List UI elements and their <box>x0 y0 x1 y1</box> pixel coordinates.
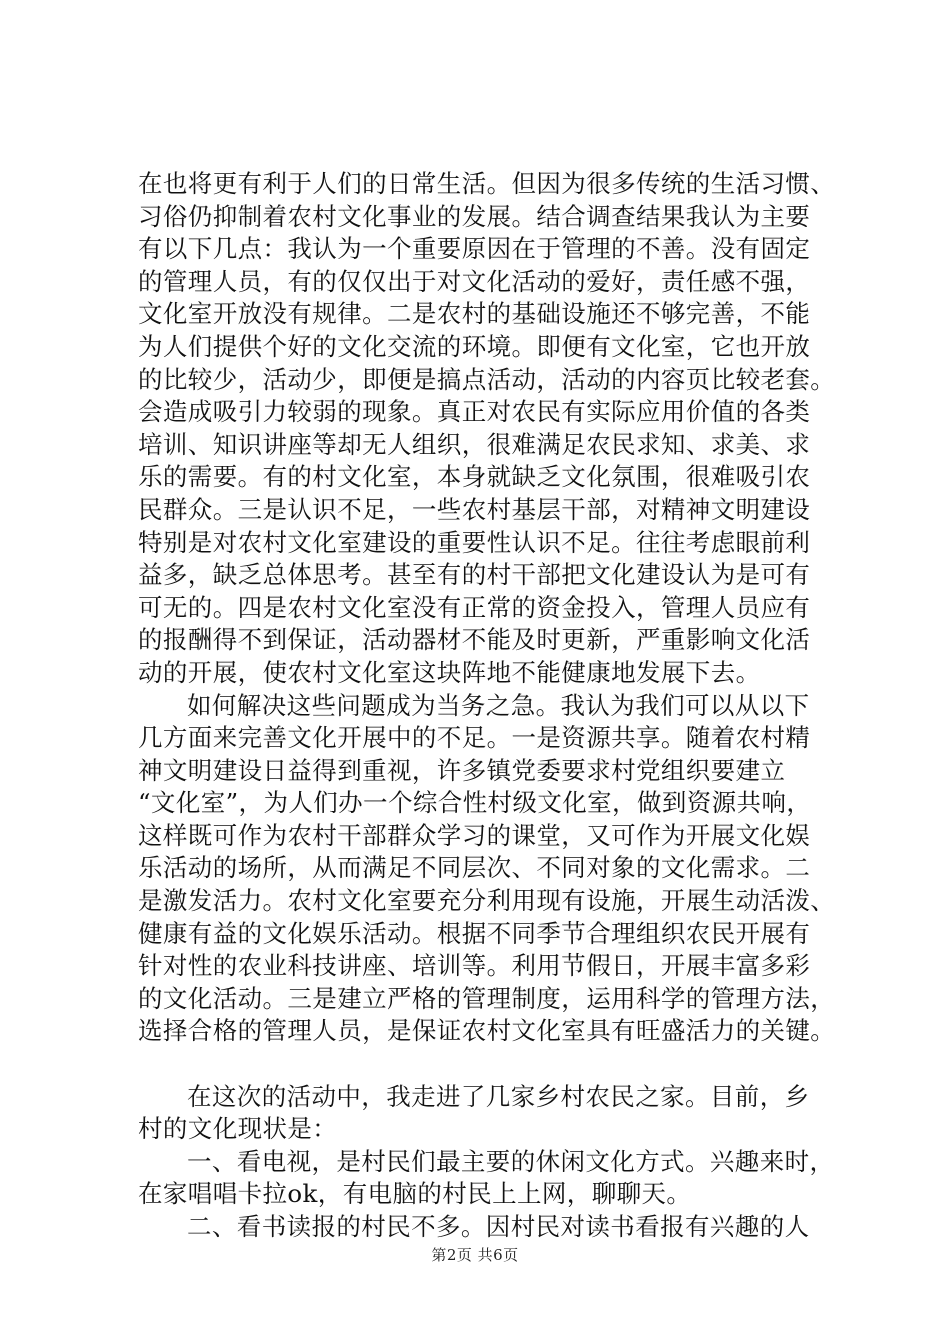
text-line: 的比较少，活动少，即便是搞点活动，活动的内容页比较老套。 <box>138 364 836 394</box>
text-line: 健康有益的文化娱乐活动。根据不同季节合理组织农民开展有 <box>138 918 811 948</box>
text-line: 选择合格的管理人员，是保证农村文化室具有旺盛活力的关键。 <box>138 1016 836 1046</box>
text-line: 特别是对农村文化室建设的重要性认识不足。往往考虑眼前利 <box>138 527 811 557</box>
text-line: 在家唱唱卡拉ok，有电脑的村民上上网，聊聊天。 <box>138 1179 692 1209</box>
text-line: 可无的。四是农村文化室没有正常的资金投入，管理人员应有 <box>138 592 811 622</box>
text-line: 的文化活动。三是建立严格的管理制度，运用科学的管理方法， <box>138 983 836 1013</box>
text-line: 的管理人员，有的仅仅出于对文化活动的爱好，责任感不强， <box>138 266 811 296</box>
text-line: 针对性的农业科技讲座、培训等。利用节假日，开展丰富多彩 <box>138 951 811 981</box>
text-line: 村的文化现状是： <box>138 1114 338 1144</box>
document-body <box>138 168 848 1244</box>
text-line: 这样既可作为农村干部群众学习的课堂，又可作为开展文化娱 <box>138 820 811 850</box>
text-line: 几方面来完善文化开展中的不足。一是资源共享。随着农村精 <box>138 723 811 753</box>
text-line: 的报酬得不到保证，活动器材不能及时更新，严重影响文化活 <box>138 625 811 655</box>
text-line: 有以下几点：我认为一个重要原因在于管理的不善。没有固定 <box>138 234 811 264</box>
text-line: 神文明建设日益得到重视，许多镇党委要求村党组织要建立 <box>138 755 786 785</box>
text-line: 动的开展，使农村文化室这块阵地不能健康地发展下去。 <box>138 657 761 687</box>
paragraph-block-main <box>138 168 848 1048</box>
text-line: 习俗仍抑制着农村文化事业的发展。结合调查结果我认为主要 <box>138 201 811 231</box>
paragraph-block-after-gap <box>138 1081 848 1244</box>
text-line: 二、看书读报的村民不多。因村民对读书看报有兴趣的人 <box>187 1212 810 1241</box>
text-line: 益多，缺乏总体思考。甚至有的村干部把文化建设认为是可有 <box>138 560 811 590</box>
text-line: 在也将更有利于人们的日常生活。但因为很多传统的生活习惯、 <box>138 169 836 198</box>
text-line: 乐的需要。有的村文化室，本身就缺乏文化氛围，很难吸引农 <box>138 462 811 492</box>
text-line: 文化室开放没有规律。二是农村的基础设施还不够完善，不能 <box>138 299 811 329</box>
text-line: 一、看电视，是村民们最主要的休闲文化方式。兴趣来时， <box>187 1146 835 1176</box>
text-line: 会造成吸引力较弱的现象。真正对农民有实际应用价值的各类 <box>138 397 811 427</box>
text-line: 民群众。三是认识不足，一些农村基层干部，对精神文明建设 <box>138 494 811 524</box>
text-line: 乐活动的场所，从而满足不同层次、不同对象的文化需求。二 <box>138 853 811 883</box>
paragraph-gap <box>138 1048 848 1081</box>
text-line: 培训、知识讲座等却无人组织，很难满足农民求知、求美、求 <box>138 429 811 459</box>
text-line: 在这次的活动中，我走进了几家乡村农民之家。目前，乡 <box>187 1081 810 1111</box>
text-line: 是激发活力。农村文化室要充分利用现有设施，开展生动活泼、 <box>138 886 836 916</box>
page-footer: 第2页 共6页 <box>431 1246 519 1264</box>
text-line: “文化室”，为人们办一个综合性村级文化室，做到资源共响， <box>138 788 812 818</box>
text-line: 为人们提供个好的文化交流的环境。即便有文化室，它也开放 <box>138 331 811 361</box>
text-line: 如何解决这些问题成为当务之急。我认为我们可以从以下 <box>187 690 810 720</box>
